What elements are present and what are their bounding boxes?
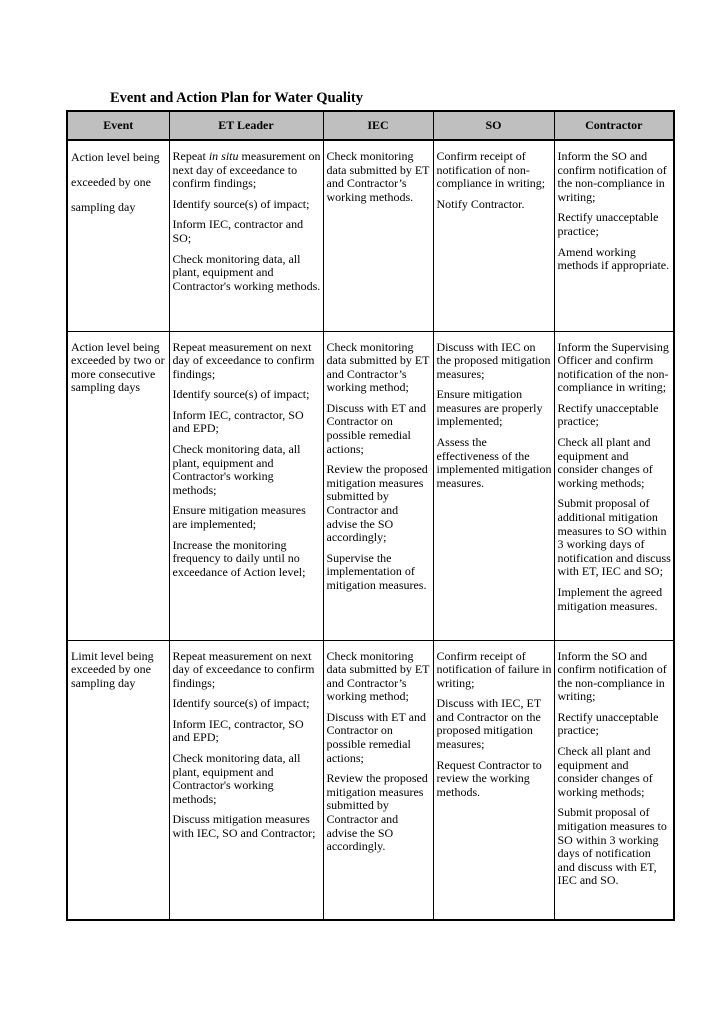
action-item: Inform IEC, contractor, SO and EPD; (172, 407, 304, 436)
action-item: Identify source(s) of impact; (172, 696, 310, 711)
action-item: Review the proposed mitigation measures submitted by Contractor and advise the SO accordingly; (326, 462, 428, 545)
action-item: Check monitoring data, all plant, equipment and Contractor's working methods; (172, 442, 301, 497)
so-cell (433, 640, 554, 920)
header-iec: IEC (323, 111, 433, 140)
contractor-cell (554, 640, 674, 920)
event-cell (67, 140, 169, 331)
header-so: SO (433, 111, 554, 140)
event-action-table (66, 110, 675, 921)
action-item: Notify Contractor. (436, 196, 525, 211)
action-item: Repeat measurement on next day of exceedance to confirm findings; (172, 648, 315, 690)
so-cell (433, 331, 554, 640)
event-cell (67, 331, 169, 640)
action-item: Rectify unacceptable practice; (557, 210, 659, 238)
action-item: Discuss with IEC, ET and Contractor on the proposed mitigation measures; (436, 696, 541, 752)
action-item: Discuss with ET and Contractor on possible remedial actions; (326, 709, 426, 765)
action-item: Inform the SO and confirm notification of the non-compliance in writing; (557, 648, 667, 704)
event-text: Action level being exceeded by one sampling day (71, 150, 160, 214)
table-row (67, 640, 674, 920)
action-item: Rectify unacceptable practice; (557, 400, 659, 429)
action-item: Review the proposed mitigation measures submitted by Contractor and advise the SO accordingly. (326, 771, 428, 854)
action-item: Increase the monitoring frequency to daily until no exceedance of Action level; (172, 537, 306, 579)
action-item: Repeat measurement on next day of exceedance to confirm findings; (172, 339, 315, 381)
event-text: Limit level being exceeded by one sampling day (71, 648, 154, 690)
contractor-cell (554, 140, 674, 331)
action-item: Rectify unacceptable practice; (557, 709, 659, 738)
action-item: Ensure mitigation measures are implemented; (172, 503, 306, 532)
action-item: Check all plant and equipment and consider changes of working methods; (557, 435, 653, 490)
action-item: Confirm receipt of notification of failure in writing; (436, 648, 552, 690)
action-item: Inform the SO and confirm notification of the non-compliance in writing; (557, 149, 667, 204)
action-item: Check monitoring data submitted by ET and Contractor’s working method; (326, 339, 430, 395)
action-item: Confirm receipt of notification of non-compliance in writing; (436, 149, 546, 191)
table-header-row (67, 111, 674, 140)
et-leader-cell (169, 640, 323, 920)
action-item: Request Contractor to review the working methods. (436, 757, 542, 799)
action-item: Discuss with ET and Contractor on possible remedial actions; (326, 400, 426, 456)
header-et-leader: ET Leader (169, 111, 323, 140)
action-item: Implement the agreed mitigation measures. (557, 585, 663, 613)
action-item: Check monitoring data submitted by ET and Contractor’s working method; (326, 648, 430, 704)
action-item: Submit proposal of mitigation measures to SO within 3 working days of notification and discuss with ET, IEC and SO. (557, 805, 667, 888)
iec-cell (323, 640, 433, 920)
action-item: Assess the effectiveness of the implemented mitigation measures. (436, 435, 552, 490)
action-item: Discuss mitigation measures with IEC, SO and Contractor; (172, 812, 316, 841)
table-row (67, 140, 674, 331)
event-text: Action level being exceeded by two or more consecutive sampling days (71, 339, 165, 395)
action-item: Inform IEC, contractor, SO and EPD; (172, 716, 304, 745)
event-cell (67, 640, 169, 920)
action-item: Ensure mitigation measures are properly implemented; (436, 387, 543, 429)
et-leader-cell (169, 331, 323, 640)
action-item: Inform the Supervising Officer and confirm notification of the non-compliance in writing; (557, 339, 669, 395)
so-cell (433, 140, 554, 331)
action-item: Check all plant and equipment and consider changes of working methods; (557, 744, 653, 799)
action-item: Check monitoring data submitted by ET and Contractor’s working methods. (326, 149, 430, 204)
action-item: Identify source(s) of impact; (172, 387, 310, 402)
action-item: Check monitoring data, all plant, equipment and Contractor's working methods; (172, 751, 301, 806)
action-item: Identify source(s) of impact; (172, 196, 310, 211)
iec-cell (323, 331, 433, 640)
action-item: Submit proposal of additional mitigation measures to SO within 3 working days of notification and discuss with ET, IEC and SO; (557, 496, 671, 579)
contractor-cell (554, 331, 674, 640)
action-item: Discuss with IEC on the proposed mitigation measures; (436, 339, 551, 381)
action-item: Supervise the implementation of mitigation measures. (326, 550, 427, 592)
action-item: Repeat in situ measurement on next day of exceedance to confirm findings; (172, 149, 321, 191)
action-item: Amend working methods if appropriate. (557, 244, 670, 273)
action-item: Inform IEC, contractor and SO; (172, 217, 304, 245)
header-event: Event (67, 111, 169, 140)
table-row (67, 331, 674, 640)
et-leader-cell (169, 140, 323, 331)
page-title: Event and Action Plan for Water Quality (110, 90, 363, 106)
header-contractor: Contractor (554, 111, 674, 140)
action-item: Check monitoring data, all plant, equipment and Contractor's working methods. (172, 251, 321, 293)
iec-cell (323, 140, 433, 331)
